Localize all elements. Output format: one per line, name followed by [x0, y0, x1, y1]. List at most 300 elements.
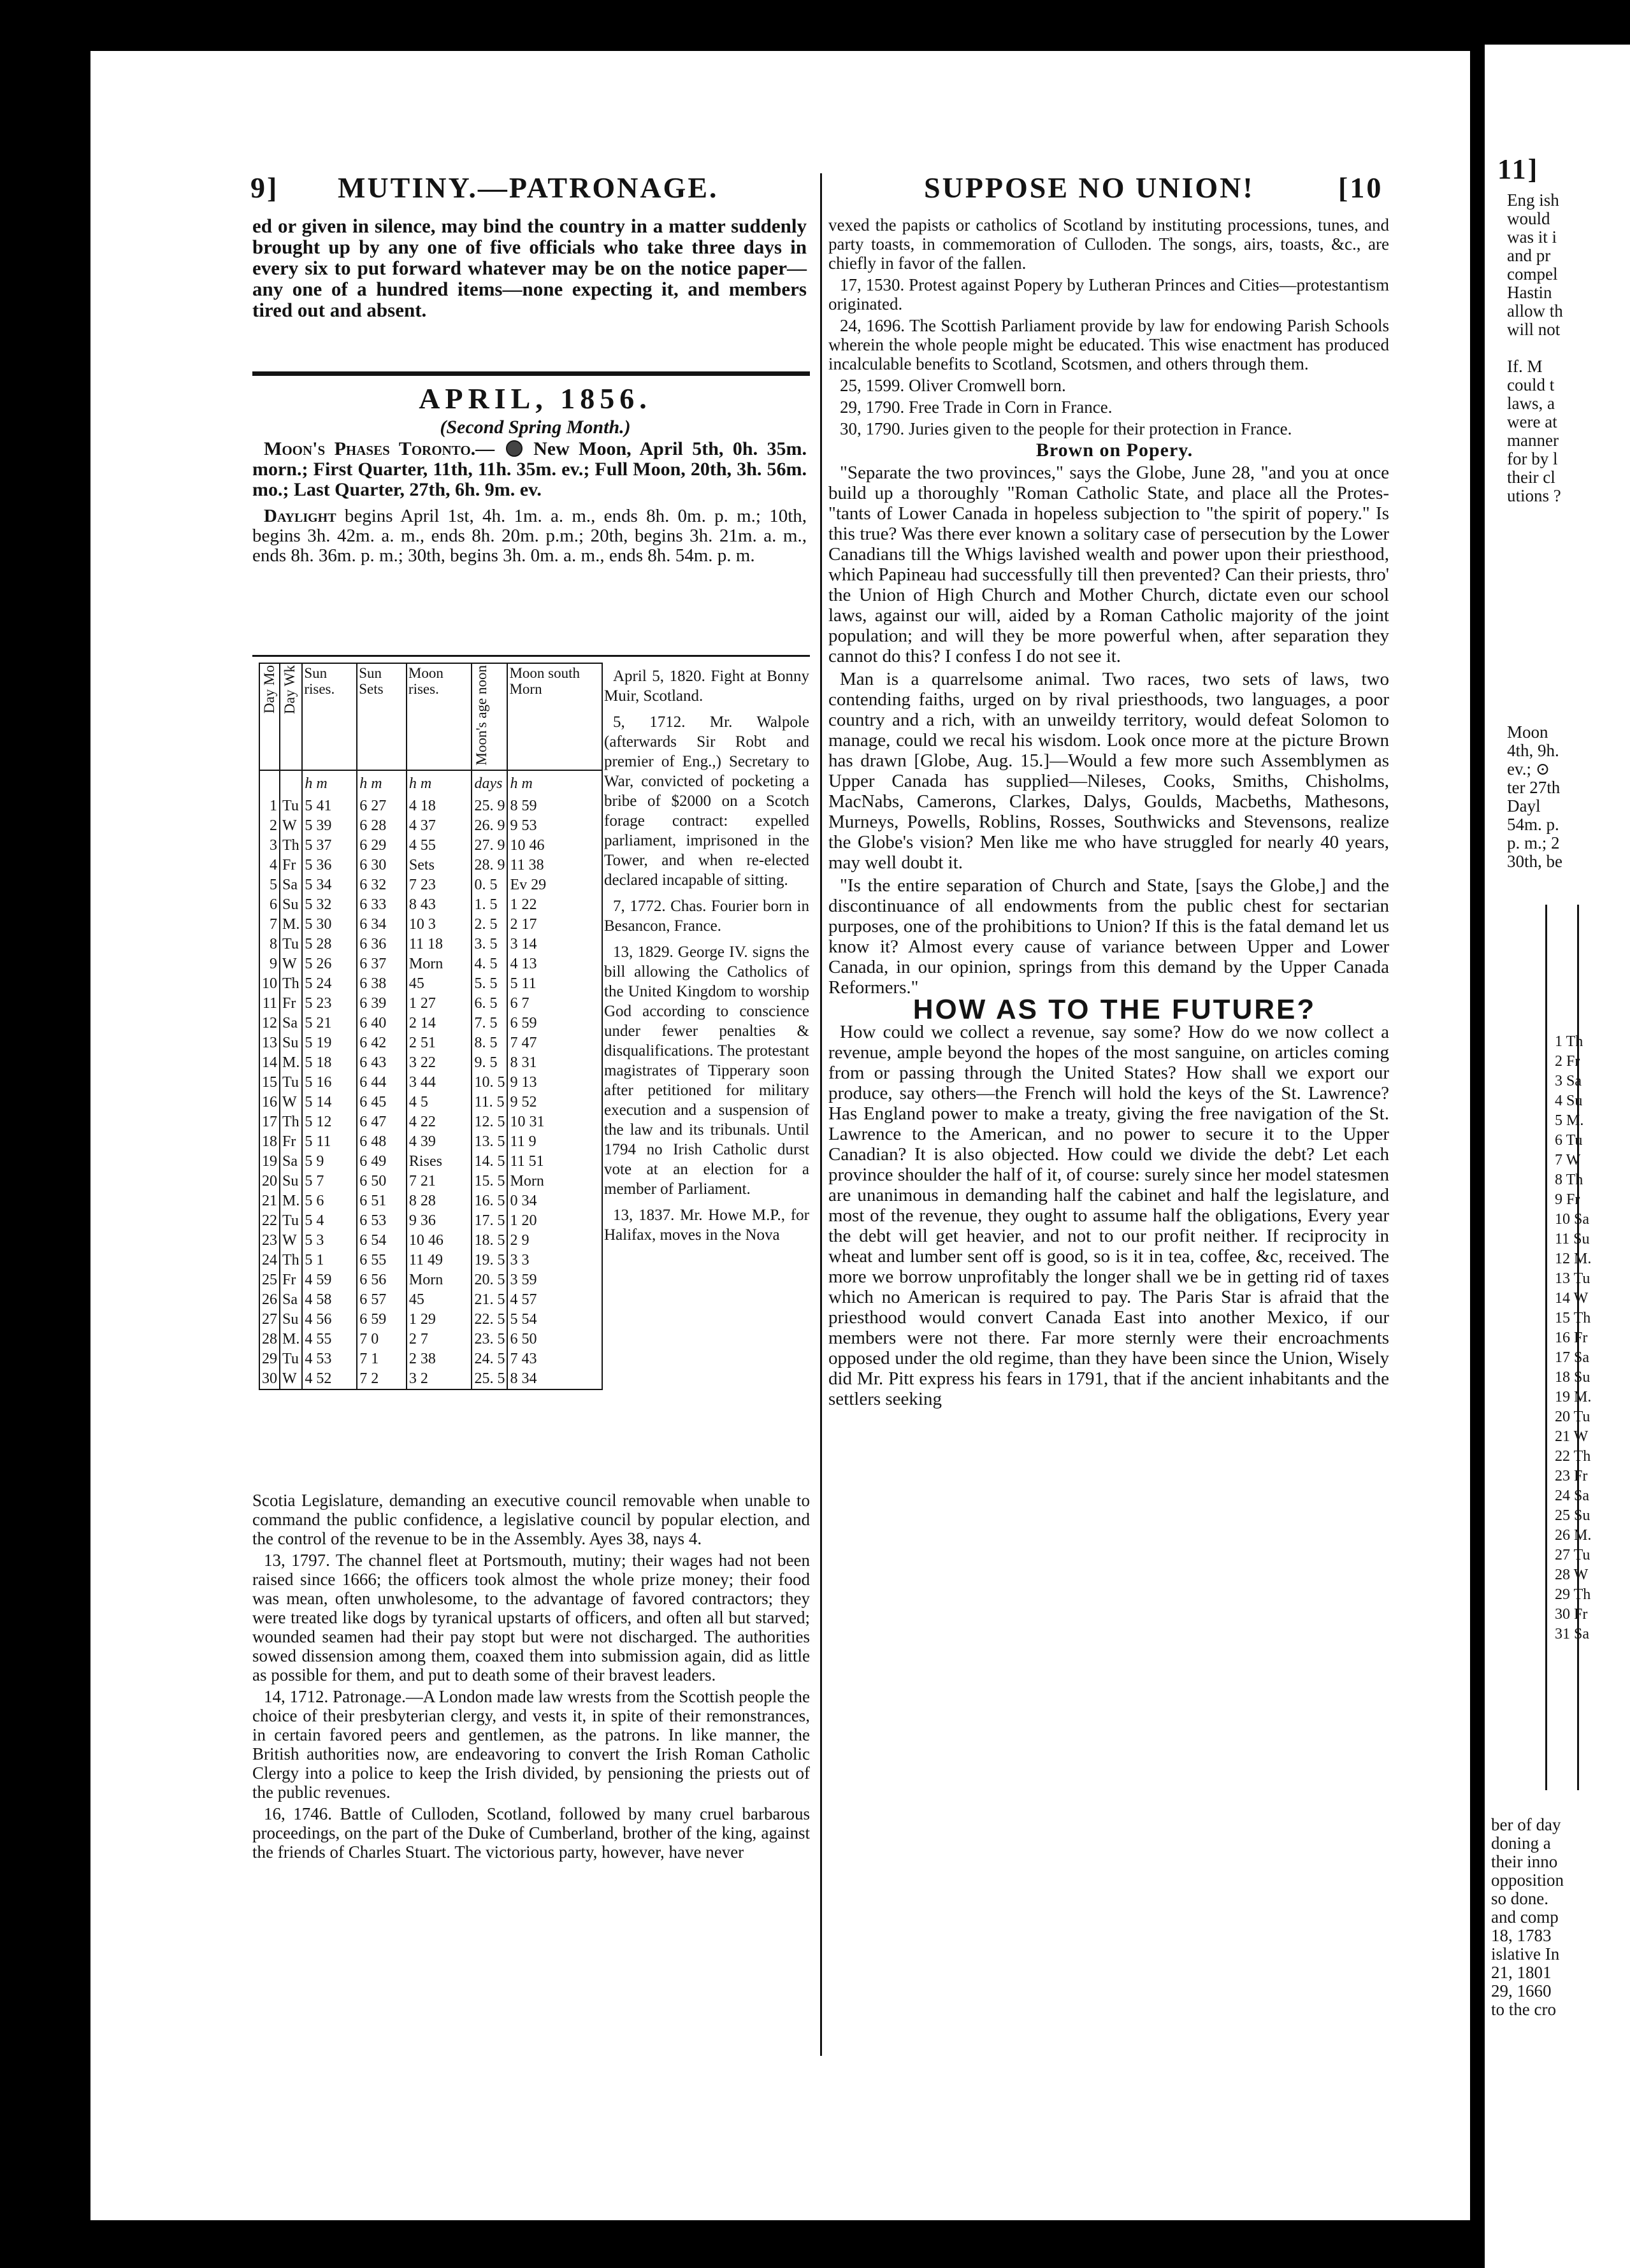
calendar-cell: 4 52	[302, 1369, 357, 1389]
fragment-line: 24 Sa	[1555, 1488, 1589, 1504]
calendar-cell: 1 22	[507, 895, 602, 915]
calendar-cell: 5 12	[302, 1112, 357, 1132]
calendar-cell: 23. 5	[472, 1330, 507, 1349]
calendar-row	[259, 1330, 602, 1349]
calendar-cell: 4	[259, 856, 280, 875]
fragment-line: manner	[1507, 431, 1559, 450]
calendar-row	[259, 1033, 602, 1053]
calendar-cell: 5 3	[302, 1231, 357, 1251]
fragment-line: compel	[1507, 264, 1558, 284]
calendar-row	[259, 915, 602, 935]
calendar-cell: 10 3	[407, 915, 472, 935]
calendar-row	[259, 1112, 602, 1132]
calendar-cell: Tu	[280, 1073, 302, 1093]
calendar-cell: 10 46	[407, 1231, 472, 1251]
paragraph: How could we collect a revenue, say some? How do we now collect a revenue, ample beyond the hopes of the most sanguine, on articles coming from or passing through the United States? How shall we export our produce, say others—the French will hold the keys of the St. Lawrence? Has England power to make a treaty, giving the free navigation of the St. Lawrence to the American, and no power to secure it to the Upper Canadian? It is also objected. How could we divide the debt? Let each province shoulder the half of it, of course: surely since her model statesmen are unanimous in demanding half the cabinet and half the legislature, and most of the revenue, they ought to assume half the obligations, Every year the debt will get heavier, and not to our profit neither. If reciprocity in wheat and lumber sent off is good, so is it in tea, coffee, &c, received. The more we borrow unprofitably the longer shall we be in getting rid of taxes which no American is required to pay. The Paris Star is afraid that the priesthood would convert Canada East into another Mexico, if our members were not there. Far more sternly were their encroachments opposed under the old regime, than they have been since the Union, Wisely did Mr. Pitt express his fears in 1791, that if the ancient inhabitants and the settlers seeking	[828, 1022, 1389, 1409]
fragment-line: 28 W	[1555, 1567, 1589, 1583]
calendar-cell: 3 14	[507, 935, 602, 954]
calendar-cell: 4 57	[507, 1290, 602, 1310]
calendar-cell: 8 31	[507, 1053, 602, 1073]
calendar-cell: 6 27	[357, 796, 407, 816]
calendar-cell: Tu	[280, 1349, 302, 1369]
calendar-cell: 6 43	[357, 1053, 407, 1073]
calendar-cell: Morn	[407, 1270, 472, 1290]
fragment-line: 5 M.	[1555, 1112, 1584, 1129]
calendar-row	[259, 1349, 602, 1369]
calendar-cell: 5 41	[302, 796, 357, 816]
calendar-cell: 5 14	[302, 1093, 357, 1112]
calendar-row	[259, 1251, 602, 1270]
fragment-line: would	[1507, 209, 1550, 228]
calendar-cell: 17	[259, 1112, 280, 1132]
unit-cell: days	[472, 770, 507, 796]
calendar-cell: M.	[280, 1053, 302, 1073]
fragment-line: 22 Th	[1555, 1448, 1591, 1465]
calendar-cell: 6 54	[357, 1231, 407, 1251]
calendar-row	[259, 1172, 602, 1191]
calendar-cell: 6 29	[357, 836, 407, 856]
calendar-cell: 2	[259, 816, 280, 836]
calendar-cell: 5 26	[302, 954, 357, 974]
calendar-cell: 27	[259, 1310, 280, 1330]
intro-text: ed or given in silence, may bind the country in a matter suddenly brought up by any one of five officials who take three days in every six to put forward whatever may be on the notice paper—any one of a hundred items—none expecting it, and members tired out and absent.	[252, 215, 807, 321]
fragment-line: 13 Tu	[1555, 1270, 1590, 1287]
header-moon-age: Moon's age noon	[472, 663, 507, 770]
calendar-cell: W	[280, 1231, 302, 1251]
calendar-row	[259, 1014, 602, 1033]
calendar-cell: 6 40	[357, 1014, 407, 1033]
calendar-cell: 6 34	[357, 915, 407, 935]
fragment-line: and comp	[1491, 1907, 1559, 1927]
calendar-cell: 5 34	[302, 875, 357, 895]
calendar-cell: 15. 5	[472, 1172, 507, 1191]
calendar-row	[259, 836, 602, 856]
calendar-cell: Sa	[280, 1014, 302, 1033]
calendar-cell: 4 55	[302, 1330, 357, 1349]
calendar-row	[259, 1152, 602, 1172]
fragment-line: 18 Su	[1555, 1369, 1590, 1386]
calendar-cell: 6	[259, 895, 280, 915]
calendar-cell: 25. 5	[472, 1369, 507, 1389]
fragment-line: will not	[1507, 320, 1561, 339]
paragraph: 29, 1790. Free Trade in Corn in France.	[840, 398, 1113, 417]
calendar-cell: 5. 5	[472, 974, 507, 994]
calendar-row	[259, 875, 602, 895]
calendar-cell: 30	[259, 1369, 280, 1389]
calendar-cell: 12	[259, 1014, 280, 1033]
calendar-cell: 6 45	[357, 1093, 407, 1112]
calendar-cell: Sets	[407, 856, 472, 875]
calendar-cell: 2 38	[407, 1349, 472, 1369]
fragment-line: 25 Su	[1555, 1507, 1590, 1524]
calendar-cell: 3	[259, 836, 280, 856]
paragraph: 30, 1790. Juries given to the people for their protection in France.	[840, 419, 1292, 438]
fragment-line: Eng ish	[1507, 191, 1559, 210]
paragraph: 17, 1530. Protest against Popery by Lutheran Princes and Cities—protestantism originated.	[828, 275, 1389, 313]
calendar-cell: 10	[259, 974, 280, 994]
calendar-cell: 4 22	[407, 1112, 472, 1132]
fragment-line: their inno	[1491, 1852, 1558, 1871]
calendar-cell: 6 53	[357, 1211, 407, 1231]
calendar-cell: 27. 9	[472, 836, 507, 856]
calendar-cell: 2 7	[407, 1330, 472, 1349]
right-column-top	[828, 215, 1389, 1412]
calendar-cell: 11 18	[407, 935, 472, 954]
calendar-cell: 9	[259, 954, 280, 974]
calendar-cell: 1	[259, 796, 280, 816]
calendar-cell: 26. 9	[472, 816, 507, 836]
calendar-cell: 3 59	[507, 1270, 602, 1290]
calendar-cell: M.	[280, 1191, 302, 1211]
calendar-cell: Fr	[280, 1132, 302, 1152]
calendar-cell: 3 2	[407, 1369, 472, 1389]
fragment-line: ber of day	[1491, 1816, 1561, 1834]
calendar-cell: Sa	[280, 1290, 302, 1310]
calendar-cell: 18	[259, 1132, 280, 1152]
new-moon-icon	[506, 440, 523, 457]
fragment-line: 30th, be	[1507, 852, 1562, 871]
fragment-line: 26 M.	[1555, 1527, 1592, 1544]
april-section	[252, 382, 807, 568]
calendar-cell: 1 20	[507, 1211, 602, 1231]
calendar-cell: Th	[280, 974, 302, 994]
calendar-cell: 0 34	[507, 1191, 602, 1211]
calendar-cell: 4 13	[507, 954, 602, 974]
unit-cell: h m	[507, 770, 602, 796]
fragment-line: could t	[1507, 375, 1555, 394]
paragraph: 13, 1797. The channel fleet at Portsmouth, mutiny; their wages had not been raised since 1666; the officers took almost the whole prize money; their food was mean, often unwholesome, to the advantage of favored contractors; they were treated like dogs by tyranical upstarts of officers, and often all but starved; wounded seamen had their pay stopt but were not discharged. The authorities sowed dissension among them, coaxed them into submission again, did as little as possible for them, and put to death some of their bravest leaders.	[252, 1551, 810, 1684]
calendar-row	[259, 816, 602, 836]
calendar-cell: 5 1	[302, 1251, 357, 1270]
calendar-cell: 2. 5	[472, 915, 507, 935]
fragment-line: 6 Tu	[1555, 1132, 1583, 1149]
calendar-cell: 26	[259, 1290, 280, 1310]
fragment-line: Dayl	[1507, 796, 1541, 815]
paragraph: Scotia Legislature, demanding an executive council removable when unable to command the public confidence, a legislative council by popular election, and the control of the revenue to be in the Assembly. Ayes 38, nays 4.	[252, 1491, 810, 1548]
paragraph: 16, 1746. Battle of Culloden, Scotland, followed by many cruel barbarous proceedings, on the part of the Duke of Cumberland, brother of the king, against the friends of Charles Stuart. The victorious party, however, have never	[252, 1804, 810, 1862]
calendar-cell: 14. 5	[472, 1152, 507, 1172]
calendar-cell: 20. 5	[472, 1270, 507, 1290]
calendar-cell: Morn	[507, 1172, 602, 1191]
calendar-cell: 19. 5	[472, 1251, 507, 1270]
calendar-cell: 0. 5	[472, 875, 507, 895]
calendar-row	[259, 856, 602, 875]
fragment-line: 16 Fr	[1555, 1330, 1588, 1346]
calendar-cell: 6 7	[507, 994, 602, 1014]
calendar-cell: 3. 5	[472, 935, 507, 954]
next-page-table-rule	[1545, 905, 1547, 1790]
calendar-row	[259, 1290, 602, 1310]
calendar-cell: 11 49	[407, 1251, 472, 1270]
calendar-cell: 6 42	[357, 1033, 407, 1053]
paragraph: Man is a quarrelsome animal. Two races, two sets of laws, two contending faiths, urged on by rival priesthoods, two languages, a poor country and a rich, with an unweildy territory, would defeat Solomon to manage, could we recal his wisdom. Look once more at the picture Brown has drawn [Globe, Aug. 15.]—Would a few more such Assemblymen as Upper Canada has supplied—Nileses, Cooks, Smiths, Chisholms, MacNabs, Camerons, Clarkes, Dalys, Goulds, Macbeths, Mathesons, Murneys, Powells, Roblins, Rosses, Southwicks and Stevensons, realize the Globe's vision? Men like me who have struggled for nearly 40 years, may well doubt it.	[828, 669, 1389, 873]
fragment-line: 54m. p.	[1507, 815, 1559, 834]
calendar-row	[259, 1211, 602, 1231]
calendar-row	[259, 1310, 602, 1330]
calendar-cell: 11 51	[507, 1152, 602, 1172]
calendar-side-notes	[604, 666, 809, 1251]
calendar-cell: 16. 5	[472, 1191, 507, 1211]
calendar-cell: 4 53	[302, 1349, 357, 1369]
calendar-cell: 9 53	[507, 816, 602, 836]
fragment-line: 23 Fr	[1555, 1468, 1588, 1484]
calendar-top-rule	[252, 655, 810, 657]
fragment-line: ev.; ⊙	[1507, 759, 1550, 779]
calendar-cell: 5 11	[302, 1132, 357, 1152]
calendar-row	[259, 974, 602, 994]
calendar-cell: 6 39	[357, 994, 407, 1014]
fragment-line: 3 Sa	[1555, 1073, 1582, 1089]
paragraph: vexed the papists or catholics of Scotland by instituting processions, tunes, and party toasts, in commemoration of Culloden. The songs, airs, toasts, &c., are chiefly in favor of the fallen.	[828, 215, 1389, 273]
calendar-cell: 5	[259, 875, 280, 895]
fragment-line: 21 W	[1555, 1428, 1589, 1445]
calendar-cell: 10 46	[507, 836, 602, 856]
paragraph: 24, 1696. The Scottish Parliament provide by law for endowing Parish Schools wherein the whole people might be educated. This wise enactment has produced incalculable benefits to Scotland, Scotsmen, and others through them.	[828, 316, 1389, 373]
calendar-cell: 5 32	[302, 895, 357, 915]
calendar-cell: Fr	[280, 994, 302, 1014]
calendar-cell: Fr	[280, 856, 302, 875]
header-sun-sets: Sun Sets	[357, 663, 407, 770]
side-note: April 5, 1820. Fight at Bonny Muir, Scotland.	[604, 668, 809, 705]
calendar-cell: 5 11	[507, 974, 602, 994]
calendar-cell: 9 13	[507, 1073, 602, 1093]
paragraph: "Is the entire separation of Church and State, [says the Globe,] and the discontinuance of all endowments from the public chest for sectarian purposes, one of the prohibitions to Union? If this is the fatal demand let us know it? Almost every cause of variance between Upper and Lower Canada, in our opinion, springs from this demand by the Upper Canada Reformers."	[828, 875, 1389, 998]
calendar-cell: Fr	[280, 1270, 302, 1290]
calendar-row	[259, 1191, 602, 1211]
calendar-cell: 8. 5	[472, 1033, 507, 1053]
calendar-cell: 6 51	[357, 1191, 407, 1211]
calendar-cell: 15	[259, 1073, 280, 1093]
calendar-row	[259, 1093, 602, 1112]
calendar-row	[259, 954, 602, 974]
next-page-text-mid	[1507, 723, 1628, 871]
fragment-line: to the cro	[1491, 2000, 1556, 2019]
intro-paragraph	[252, 215, 807, 323]
fragment-line: 29 Th	[1555, 1586, 1591, 1603]
calendar-cell: Su	[280, 1310, 302, 1330]
calendar-cell: 14	[259, 1053, 280, 1073]
calendar-cell: 18. 5	[472, 1231, 507, 1251]
unit-cell: h m	[407, 770, 472, 796]
calendar-cell: 28	[259, 1330, 280, 1349]
april-calendar-table	[259, 663, 603, 1390]
calendar-row	[259, 796, 602, 816]
calendar-cell: 5 28	[302, 935, 357, 954]
calendar-cell: 11 38	[507, 856, 602, 875]
calendar-cell: 11	[259, 994, 280, 1014]
fragment-line: 15 Th	[1555, 1310, 1591, 1326]
calendar-cell: Su	[280, 895, 302, 915]
calendar-cell: 5 6	[302, 1191, 357, 1211]
next-page-text-bottom	[1491, 1816, 1628, 2019]
fragment-line: 17 Sa	[1555, 1349, 1589, 1366]
calendar-cell: 3 3	[507, 1251, 602, 1270]
calendar-cell: 5 36	[302, 856, 357, 875]
fragment-line: Hastin	[1507, 283, 1552, 302]
header-moon-south: Moon south Morn	[507, 663, 602, 770]
calendar-cell: 20	[259, 1172, 280, 1191]
calendar-cell: 5 21	[302, 1014, 357, 1033]
header-day-month: Day Mo	[259, 663, 280, 770]
calendar-cell: 6 49	[357, 1152, 407, 1172]
moon-phases-label: Moon's Phases Toronto.—	[264, 438, 495, 459]
paragraph: "Separate the two provinces," says the Globe, June 28, "and you at once build up a thoroughly "Roman Catholic State, and place all the Protes- "tants of Lower Canada in hopeless subjection to "the spirit of popery." Is this true? Was there ever known a solitary case of persecution by the Lower Canadians till the Whigs lavished wealth and power upon their priesthood, which Papineau had successfully till then prevented? Can their priests, thro' the Union of High Church and Mother Church, dictate even our school laws, against our will, aided by a Roman Catholic majority of the joint population; and will they be more powerful when, after separation they cannot do this? I confess I do not see it.	[828, 463, 1389, 666]
fragment-line: so done.	[1491, 1889, 1548, 1908]
calendar-cell: M.	[280, 1330, 302, 1349]
fragment-line: 30 Fr	[1555, 1606, 1588, 1623]
fragment-line: If. M	[1507, 357, 1543, 376]
side-note: 13, 1837. Mr. Howe M.P., for Halifax, moves in the Nova	[604, 1207, 809, 1244]
next-page-number: 11]	[1497, 154, 1540, 185]
side-note: 7, 1772. Chas. Fourier born in Besancon, France.	[604, 898, 809, 935]
calendar-cell: 6 48	[357, 1132, 407, 1152]
calendar-cell: 22	[259, 1211, 280, 1231]
fragment-line: islative In	[1491, 1944, 1560, 1963]
left-bottom-text	[252, 1491, 810, 1864]
header-day-week: Day Wk	[280, 663, 302, 770]
calendar-cell: 8 43	[407, 895, 472, 915]
calendar-row	[259, 935, 602, 954]
calendar-row	[259, 1270, 602, 1290]
calendar-cell: W	[280, 1369, 302, 1389]
calendar-cell: 5 23	[302, 994, 357, 1014]
calendar-cell: 7 47	[507, 1033, 602, 1053]
moon-phases-text: New Moon, April 5th, 0h. 35m. morn.; First Quarter, 11th, 11h. 35m. ev.; Full Moon, 20th, 3h. 56m. mo.; Last Quarter, 27th, 6h. 9m. ev.	[252, 438, 807, 500]
fragment-line	[1507, 339, 1628, 357]
fragment-line: 14 W	[1555, 1290, 1589, 1307]
calendar-cell: 5 9	[302, 1152, 357, 1172]
header-sun-rises: Sun rises.	[302, 663, 357, 770]
calendar-cell: Th	[280, 836, 302, 856]
month-subtitle: (Second Spring Month.)	[440, 417, 631, 438]
calendar-cell: 2 51	[407, 1033, 472, 1053]
unit-cell: h m	[357, 770, 407, 796]
calendar-cell: 45	[407, 1290, 472, 1310]
calendar-cell: 10 31	[507, 1112, 602, 1132]
calendar-cell: Tu	[280, 935, 302, 954]
calendar-cell: 7. 5	[472, 1014, 507, 1033]
calendar-cell: 6 33	[357, 895, 407, 915]
fragment-line: for by l	[1507, 449, 1558, 468]
calendar-cell: Tu	[280, 1211, 302, 1231]
calendar-cell: Sa	[280, 1152, 302, 1172]
fragment-line: 4 Su	[1555, 1093, 1583, 1109]
fragment-line: were at	[1507, 412, 1557, 431]
calendar-cell: 4 59	[302, 1270, 357, 1290]
month-title: APRIL, 1856.	[419, 382, 652, 415]
fragment-line: 29, 1660	[1491, 1981, 1552, 2000]
calendar-cell: 11. 5	[472, 1093, 507, 1112]
column-divider	[820, 173, 822, 2056]
moon-phases	[252, 439, 807, 500]
daylight-paragraph	[252, 506, 807, 566]
calendar-cell: 28. 9	[472, 856, 507, 875]
calendar-cell: 29	[259, 1349, 280, 1369]
calendar-cell: 17. 5	[472, 1211, 507, 1231]
calendar-cell: 6 50	[357, 1172, 407, 1191]
calendar-cell: 1. 5	[472, 895, 507, 915]
calendar-cell: 8 28	[407, 1191, 472, 1211]
calendar-row	[259, 895, 602, 915]
fragment-line: p. m.; 2	[1507, 833, 1560, 852]
calendar-cell: 5 16	[302, 1073, 357, 1093]
fragment-line: 10 Sa	[1555, 1211, 1589, 1228]
calendar-cell: 4 56	[302, 1310, 357, 1330]
calendar-cell: 4 5	[407, 1093, 472, 1112]
calendar-cell: 6 50	[507, 1330, 602, 1349]
calendar-cell: 9 52	[507, 1093, 602, 1112]
calendar-row	[259, 1053, 602, 1073]
fragment-line: 4th, 9h.	[1507, 741, 1559, 760]
calendar-cell: 5 19	[302, 1033, 357, 1053]
calendar-cell: 2 17	[507, 915, 602, 935]
calendar-cell: 5 54	[507, 1310, 602, 1330]
calendar-cell: 23	[259, 1231, 280, 1251]
calendar-cell: 6 38	[357, 974, 407, 994]
daylight-label: Daylight	[264, 506, 336, 526]
calendar-cell: 25. 9	[472, 796, 507, 816]
calendar-cell: 4 58	[302, 1290, 357, 1310]
calendar-cell: Su	[280, 1033, 302, 1053]
calendar-cell: 6 36	[357, 935, 407, 954]
calendar-cell: Sa	[280, 875, 302, 895]
side-note: 5, 1712. Mr. Walpole (afterwards Sir Robt and premier of Eng.,) Secretary to War, convicted of pocketing a bribe of $2000 on a Scotch forage contract: expelled parliament, imprisoned in the Tower, and when re-elected declared incapable of sitting.	[604, 714, 809, 889]
fragment-line: 12 M.	[1555, 1251, 1592, 1267]
calendar-cell: 12. 5	[472, 1112, 507, 1132]
calendar-cell: Morn	[407, 954, 472, 974]
calendar-row	[259, 994, 602, 1014]
fragment-line: ter 27th	[1507, 778, 1561, 797]
right-page-number: [10	[1338, 171, 1383, 204]
calendar-cell: 13	[259, 1033, 280, 1053]
calendar-cell: 6 44	[357, 1073, 407, 1093]
next-page-text-top	[1507, 191, 1628, 505]
calendar-cell: 7 21	[407, 1172, 472, 1191]
right-running-title: SUPPOSE NO UNION!	[924, 171, 1255, 204]
calendar-cell: 7 23	[407, 875, 472, 895]
calendar-cell: 6 56	[357, 1270, 407, 1290]
calendar-cell: 1 29	[407, 1310, 472, 1330]
calendar-cell: 7	[259, 915, 280, 935]
fragment-line: 9 Fr	[1555, 1191, 1580, 1208]
calendar-cell: 16	[259, 1093, 280, 1112]
calendar-cell: 21	[259, 1191, 280, 1211]
calendar-cell: 11 9	[507, 1132, 602, 1152]
calendar-cell: M.	[280, 915, 302, 935]
calendar-cell: 7 1	[357, 1349, 407, 1369]
calendar-cell: 2 14	[407, 1014, 472, 1033]
calendar-cell: 24	[259, 1251, 280, 1270]
calendar-cell: 4. 5	[472, 954, 507, 974]
calendar-cell: 6 59	[357, 1310, 407, 1330]
calendar-cell: 3 44	[407, 1073, 472, 1093]
fragment-line: and pr	[1507, 246, 1551, 265]
calendar-cell: 5 37	[302, 836, 357, 856]
calendar-cell: 5 39	[302, 816, 357, 836]
fragment-line: 21, 1801	[1491, 1963, 1552, 1982]
fragment-line: 19 M.	[1555, 1389, 1592, 1405]
calendar-cell: 6 55	[357, 1251, 407, 1270]
calendar-cell: 4 55	[407, 836, 472, 856]
calendar-cell: W	[280, 1093, 302, 1112]
fragment-line: allow th	[1507, 301, 1563, 320]
paragraph: 14, 1712. Patronage.—A London made law wrests from the Scottish people the choice of their presbyterian clergy, and vests it, in spite of their remonstrances, in certain favored peers and gentlemen, as the patrons. In like manner, the British authorities now, are endeavoring to convert the Irish Roman Catholic Clergy into a police to keep the Irish divided, by pensioning the priests out of the public revenues.	[252, 1687, 810, 1802]
calendar-cell: 9. 5	[472, 1053, 507, 1073]
calendar-cell: 25	[259, 1270, 280, 1290]
calendar-row	[259, 1369, 602, 1389]
calendar-cell: 5 24	[302, 974, 357, 994]
section-rule-thick	[252, 371, 810, 376]
